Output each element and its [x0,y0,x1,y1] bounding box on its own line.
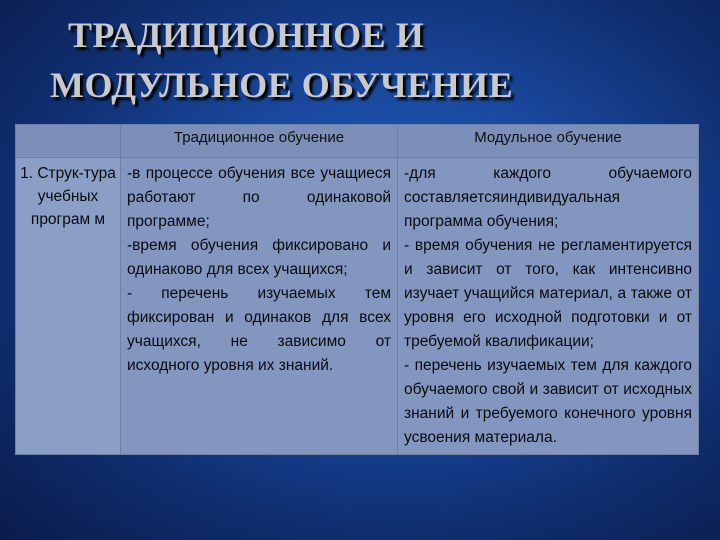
traditional-point-1: -в процессе обучения все учащиеся работают по одинаковой программе; [127,165,391,230]
traditional-point-3: - перечень изучаемых тем фиксирован и одинаков для всех учащихся, не зависимо от исходного уровня их знаний. [127,285,391,374]
traditional-cell [121,158,398,455]
table-row [16,158,699,455]
comparison-table [15,124,699,455]
title-line-1: ТРАДИЦИОННОЕ И [68,15,425,55]
row-label-structure: 1. Струк-тура учебных програм м [16,158,121,455]
modular-point-2: - время обучения не регламентируется и зависит от того, как интенсивно изучает учащийся материал, а также от уровня его исходной подготовки и от требуемой квалификации; [404,237,692,350]
title-line-2: МОДУЛЬНОЕ ОБУЧЕНИЕ [50,65,514,105]
modular-point-3: - перечень изучаемых тем для каждого обучаемого свой и зависит от исходных знаний и требуемого конечного уровня усвоения материала. [404,357,692,446]
modular-cell [398,158,699,455]
header-traditional: Традиционное обучение [121,125,398,158]
header-modular: Модульное обучение [398,125,699,158]
traditional-point-2: -время обучения фиксировано и одинаково для всех учащихся; [127,237,391,278]
modular-point-1: -для каждого обучаемого составляетсяиндивидуальная программа обучения; [404,165,692,230]
table-header-row [16,125,699,158]
header-empty-cell [16,125,121,158]
slide-title [50,10,690,110]
